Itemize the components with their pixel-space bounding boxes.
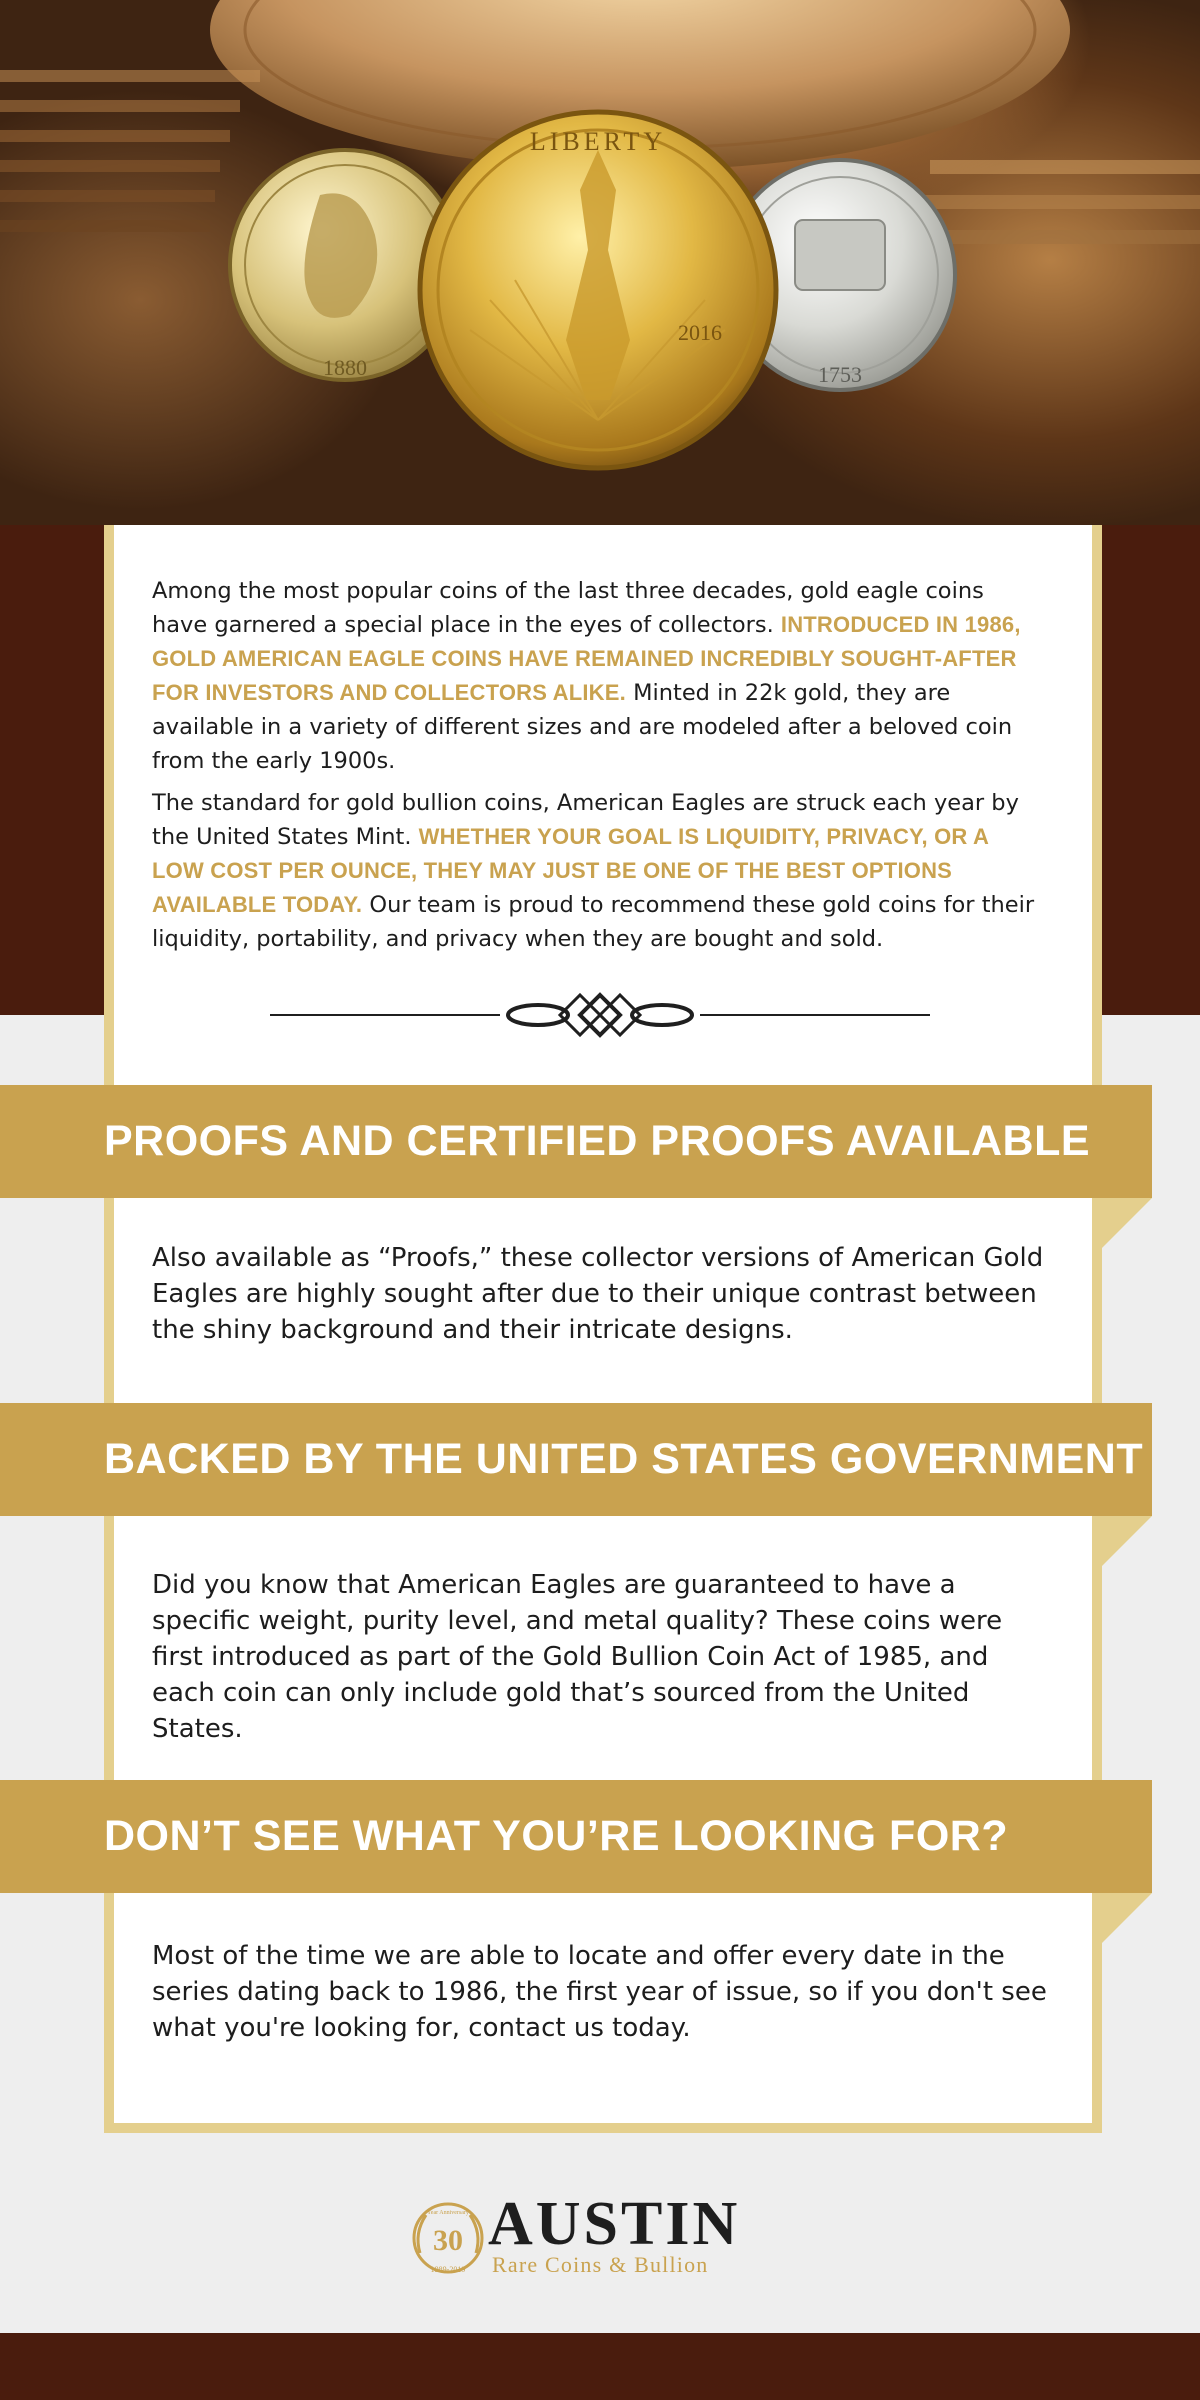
intro-text: Minted in 22k gold, they are available in a variety of different sizes and are modeled after a beloved coin from the early 1900s. [152,680,1013,774]
intro-paragraph-2 [152,786,1042,956]
section-text-backed: Did you know that American Eagles are guaranteed to have a specific weight, purity level, and metal quality? These coins were first introduced as part of the Gold Bullion Coin Act of 1985, and each coin can only include gold that’s sourced from the United States. [152,1570,1003,1744]
section-title: BACKED BY THE UNITED STATES GOVERNMENT [104,1435,1144,1483]
intro-text: The standard for gold bullion coins, American Eagles are struck each year by the United States Mint. [152,790,1019,850]
svg-text:LIBERTY: LIBERTY [529,127,667,156]
logo-subtitle: Rare Coins & Bullion [492,2252,709,2277]
section-text-proofs: Also available as “Proofs,” these collector versions of American Gold Eagles are highly sought after due to their unique contrast between the shiny background and their intricate designs. [152,1243,1044,1345]
svg-text:1880: 1880 [323,355,367,380]
ornamental-divider [270,990,930,1040]
coin-stack-left [0,70,260,232]
anniversary-seal-icon [408,2198,488,2278]
intro-paragraph-1 [152,574,1042,778]
logo-name: AUSTIN [488,2190,741,2258]
section-title: PROOFS AND CERTIFIED PROOFS AVAILABLE [104,1117,1091,1165]
footer-bar [0,2333,1200,2400]
section-text-looking: Most of the time we are able to locate and offer every date in the series dating back to 1986, the first year of issue, so if you don't see what you're looking for, contact us today. [152,1941,1047,2043]
intro-text: Among the most popular coins of the last three decades, gold eagle coins have garnered a special place in the eyes of collectors. [152,578,984,638]
hero-coins-image [0,0,1200,525]
section-header-looking [0,1780,1152,1893]
svg-text:Year Anniversary: Year Anniversary [427,2210,469,2216]
svg-text:2016: 2016 [678,320,722,345]
ribbon-fold [1102,1516,1152,1576]
intro-highlight: INTRODUCED IN 1986, GOLD AMERICAN EAGLE COINS HAVE REMAINED INCREDIBLY SOUGHT-AFTER FOR INVESTORS AND COLLECTORS ALIKE. [152,612,1021,705]
ribbon-fold [1102,1198,1152,1258]
ribbon-fold [1102,1893,1152,1953]
coin-stack-right [920,160,1200,244]
svg-text:30: 30 [433,2224,463,2257]
section-header-backed [0,1403,1152,1516]
section-header-proofs [0,1085,1152,1198]
coin-american-gold-eagle [420,112,776,468]
austin-logo [408,2192,808,2282]
intro-highlight: WHETHER YOUR GOAL IS LIQUIDITY, PRIVACY, OR A LOW COST PER OUNCE, THEY MAY JUST BE ONE OF THE BEST OPTIONS AVAILABLE TODAY. [152,824,989,917]
svg-text:1989-2019: 1989-2019 [430,2265,466,2274]
intro-text: Our team is proud to recommend these gold coins for their liquidity, portability, and privacy when they are bought and sold. [152,892,1035,952]
section-title: DON’T SEE WHAT YOU’RE LOOKING FOR? [104,1812,1009,1860]
svg-text:1753: 1753 [818,362,862,387]
